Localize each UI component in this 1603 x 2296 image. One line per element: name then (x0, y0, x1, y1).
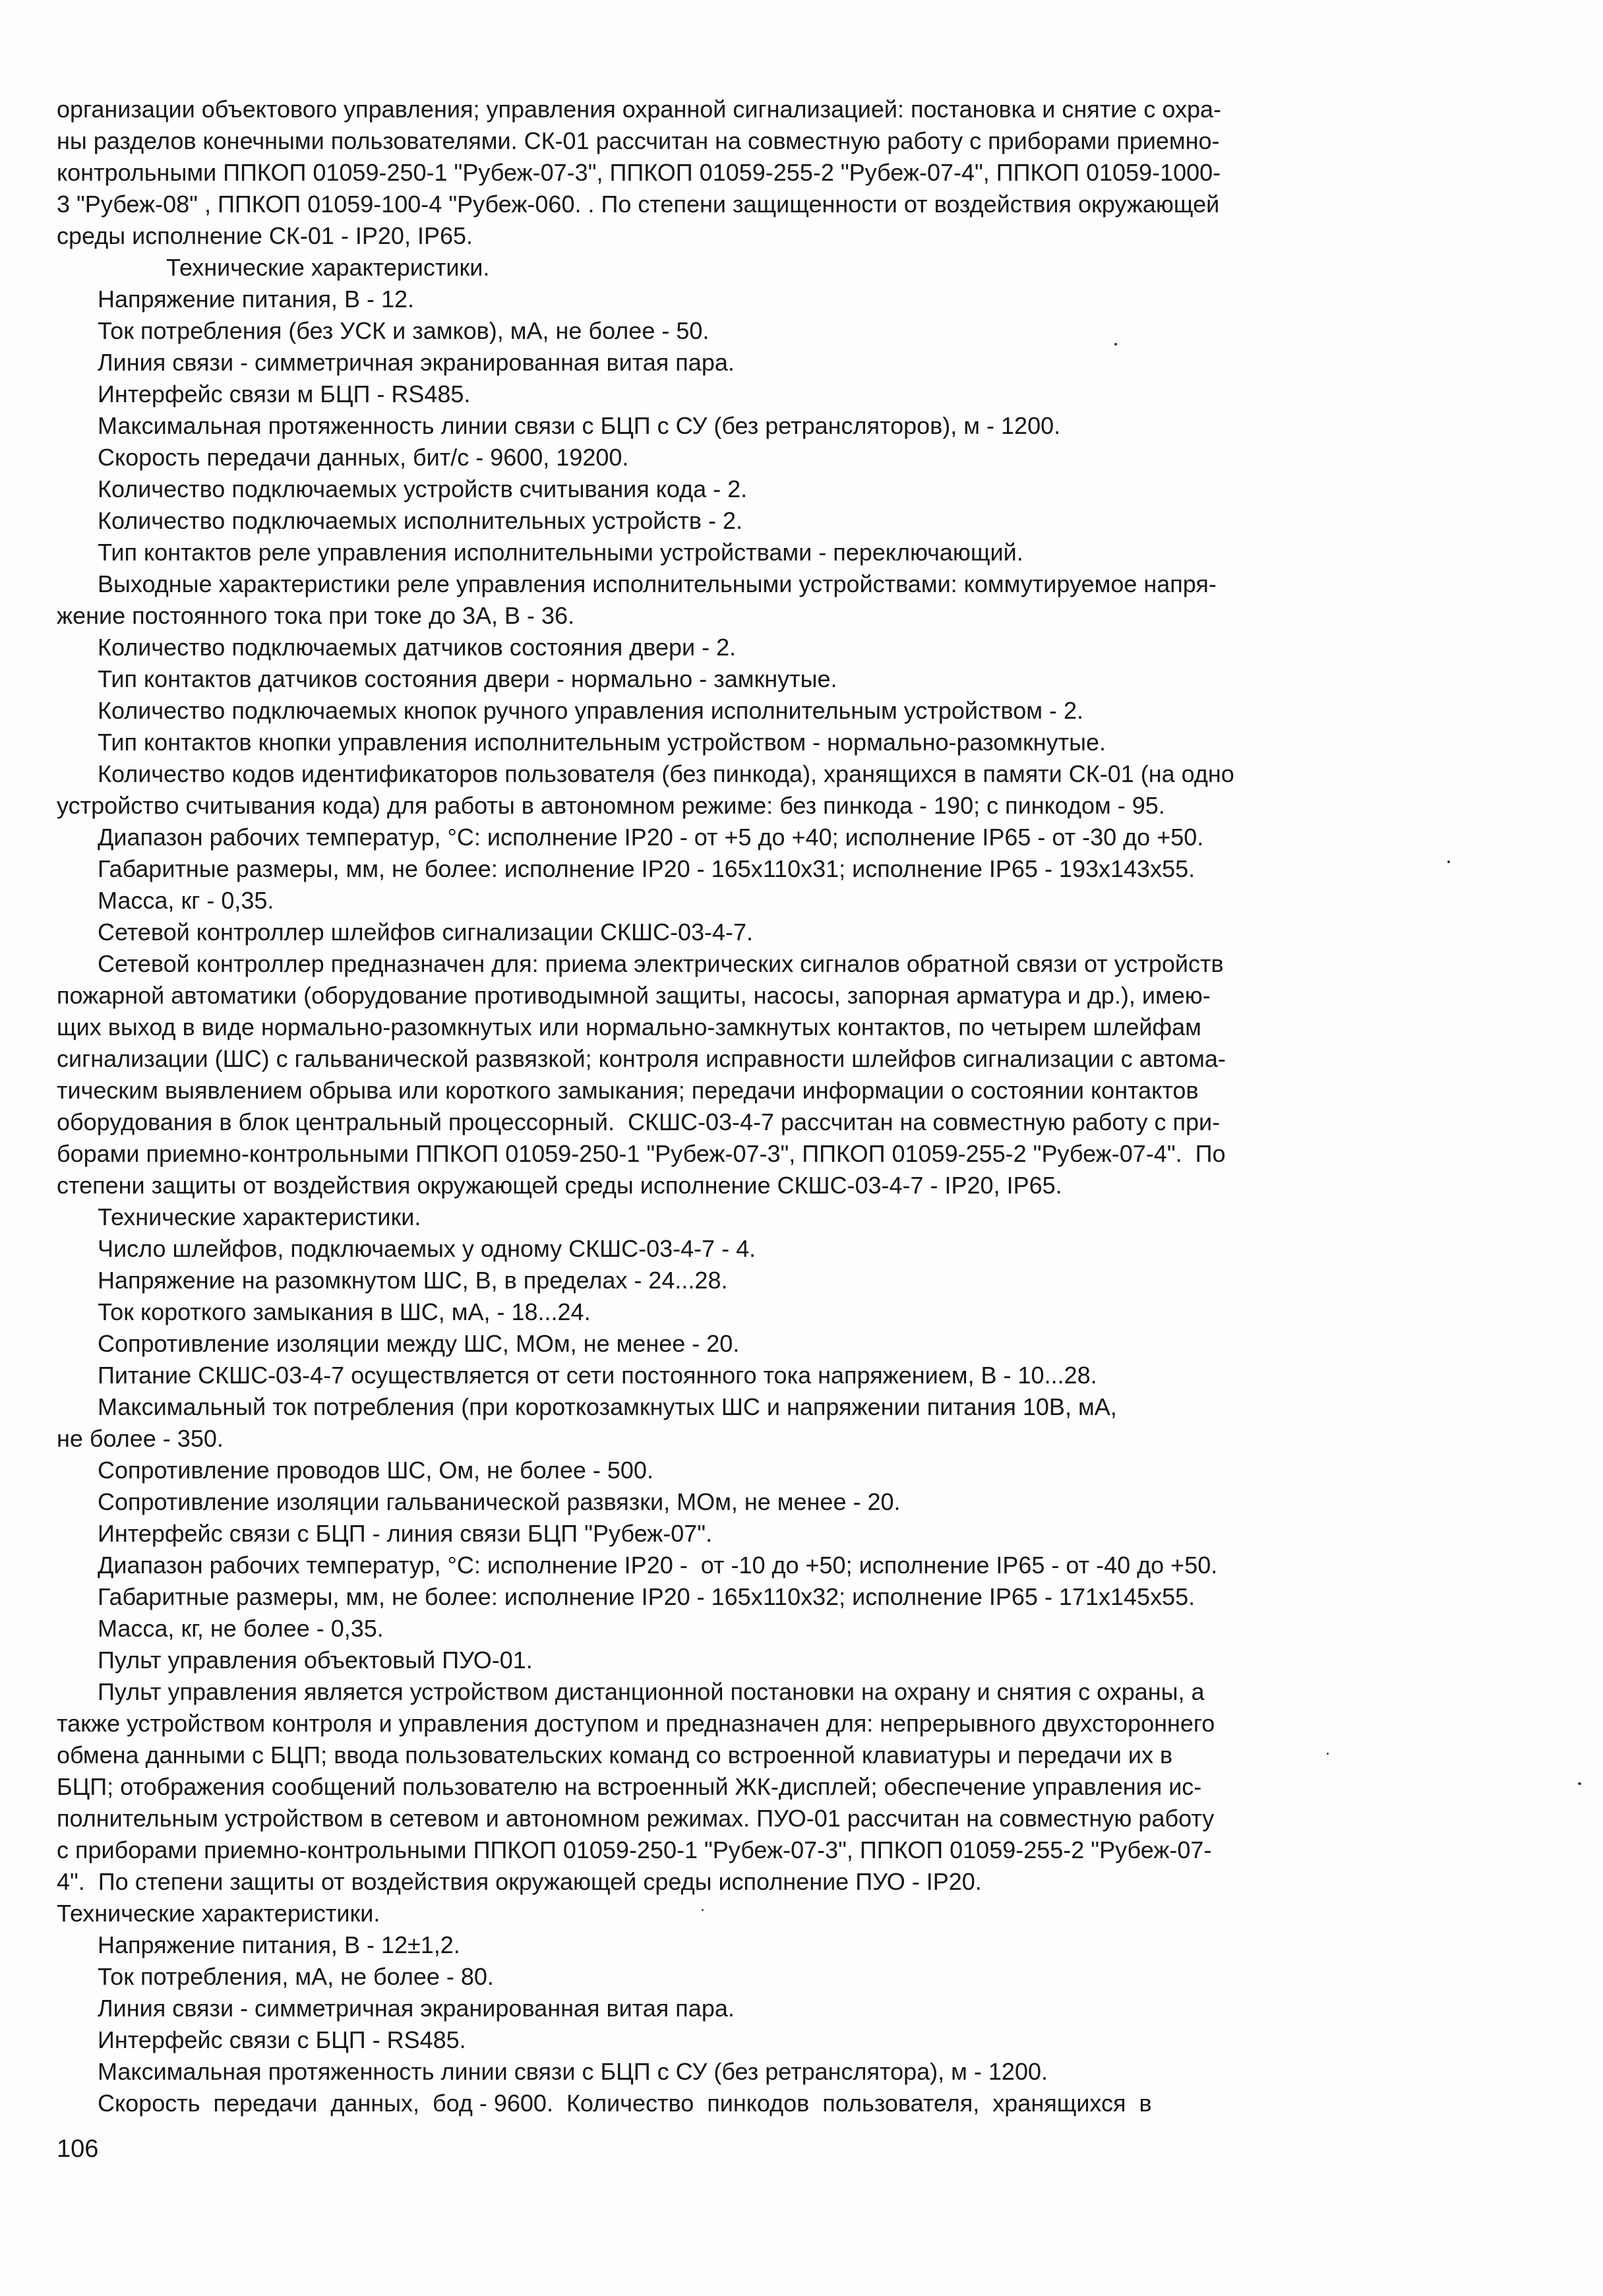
text-line: с приборами приемно-контрольными ППКОП 01059-250-1 "Рубеж-07-3", ППКОП 01059-255-2 "Рубеж-07- (57, 1836, 1212, 1863)
spec-line: Интерфейс связи с БЦП - линия связи БЦП "Рубеж-07". (98, 1520, 713, 1547)
text-line: БЦП; отображения сообщений пользователю на встроенный ЖК-дисплей; обеспечение управления ис- (57, 1773, 1202, 1800)
scan-speck (1578, 1782, 1581, 1785)
spec-line: Ток потребления (без УСК и замков), мА, не более - 50. (98, 317, 710, 344)
scan-speck (1447, 861, 1450, 863)
spec-line: Скорость передачи данных, бит/с - 9600, 19200. (98, 444, 629, 471)
text-line: оборудования в блок центральный процессорный. СКШС-03-4-7 рассчитан на совместную работу с при- (57, 1108, 1221, 1135)
section-heading: Технические характеристики. (57, 1900, 380, 1927)
spec-line-continued: жение постоянного тока при токе до 3А, В - 36. (57, 602, 575, 629)
section-heading: Пульт управления объектовый ПУО-01. (98, 1646, 533, 1674)
spec-line: Напряжение на разомкнутом ШС, В, в пределах - 24...28. (98, 1267, 728, 1294)
scan-speck (1327, 1753, 1329, 1755)
text-line: полнительным устройством в сетевом и автономном режимах. ПУО-01 рассчитан на совместную работу (57, 1805, 1215, 1832)
spec-line: Диапазон рабочих температур, °С: исполнение IP20 - от -10 до +50; исполнение IP65 - от -40 до +50. (98, 1552, 1218, 1579)
spec-line: Максимальная протяженность линии связи с БЦП с СУ (без ретрансляторов), м - 1200. (98, 412, 1061, 439)
text-line: ны разделов конечными пользователями. СК-01 рассчитан на совместную работу с приборами приемно- (57, 127, 1220, 154)
spec-line: Габаритные размеры, мм, не более: исполнение IP20 - 165x110x32; исполнение IP65 - 171x145x55. (98, 1583, 1195, 1610)
spec-line: Сопротивление изоляции между ШС, МОм, не менее - 20. (98, 1330, 740, 1357)
text-line: щих выход в виде нормально-разомкнутых или нормально-замкнутых контактов, по четырем шлейфам (57, 1013, 1201, 1041)
spec-line: Количество подключаемых устройств считывания кода - 2. (98, 475, 748, 502)
spec-line: Сопротивление проводов ШС, Ом, не более - 500. (98, 1457, 653, 1484)
text-line: организации объектового управления; управления охранной сигнализацией: постановка и снятие с охра- (57, 96, 1221, 123)
spec-line: Напряжение питания, В - 12. (98, 286, 414, 313)
spec-line: Интерфейс связи с БЦП - RS485. (98, 2026, 466, 2053)
spec-line: Ток короткого замыкания в ШС, мА, - 18...24. (98, 1298, 591, 1325)
spec-line: Выходные характеристики реле управления исполнительными устройствами: коммутируемое напря- (98, 570, 1217, 597)
text-line: борами приемно-контрольными ППКОП 01059-250-1 "Рубеж-07-3", ППКОП 01059-255-2 "Рубеж-07-4". По (57, 1140, 1226, 1167)
text-line: пожарной автоматики (оборудование противодымной защиты, насосы, запорная арматура и др.), имею- (57, 982, 1211, 1009)
spec-line: Линия связи - симметричная экранированная витая пара. (98, 349, 735, 376)
spec-line: Количество подключаемых датчиков состояния двери - 2. (98, 634, 737, 661)
page-body-text (57, 94, 1435, 2119)
text-line: 3 "Рубеж-08" , ППКОП 01059-100-4 "Рубеж-060. . По степени защищенности от воздействия окружающей (57, 191, 1220, 218)
spec-line: Напряжение питания, В - 12±1,2. (98, 1931, 460, 1958)
section-heading: Технические характеристики. (98, 1203, 421, 1230)
text-line: контрольными ППКОП 01059-250-1 "Рубеж-07-3", ППКОП 01059-255-2 "Рубеж-07-4", ППКОП 01059-1000- (57, 159, 1221, 186)
text-line: Пульт управления является устройством дистанционной постановки на охрану и снятия с охраны, а (98, 1678, 1205, 1705)
spec-line: Питание СКШС-03-4-7 осуществляется от сети постоянного тока напряжением, В - 10...28. (98, 1362, 1097, 1389)
text-line: обмена данными с БЦП; ввода пользовательских команд со встроенной клавиатуры и передачи их в (57, 1741, 1173, 1768)
spec-line: Число шлейфов, подключаемых у одному СКШС-03-4-7 - 4. (98, 1235, 756, 1262)
text-line: сигнализации (ШС) с гальванической развязкой; контроля исправности шлейфов сигнализации с автома- (57, 1045, 1226, 1072)
spec-line: Тип контактов датчиков состояния двери - нормально - замкнутые. (98, 665, 837, 692)
spec-line-continued: устройство считывания кода) для работы в автономном режиме: без пинкода - 190; с пинкодом - 95. (57, 792, 1165, 819)
spec-line: Максимальный ток потребления (при короткозамкнутых ШС и напряжении питания 10В, мА, (98, 1393, 1117, 1420)
spec-line: Максимальная протяженность линии связи с БЦП с СУ (без ретранслятора), м - 1200. (98, 2058, 1048, 2085)
spec-line-continued: не более - 350. (57, 1425, 224, 1452)
spec-line: Диапазон рабочих температур, °С: исполнение IP20 - от +5 до +40; исполнение IP65 - от -30 до +50. (98, 824, 1204, 851)
scan-speck (1114, 343, 1117, 346)
spec-line: Количество подключаемых исполнительных устройств - 2. (98, 507, 742, 534)
text-line: степени защиты от воздействия окружающей среды исполнение СКШС-03-4-7 - IP20, IP65. (57, 1172, 1062, 1199)
spec-line: Количество кодов идентификаторов пользователя (без пинкода), хранящихся в памяти СК-01 (на одно (98, 760, 1234, 787)
spec-line: Линия связи - симметричная экранированная витая пара. (98, 1995, 735, 2022)
scan-speck (702, 1909, 704, 1911)
spec-line: Количество подключаемых кнопок ручного управления исполнительным устройством - 2. (98, 697, 1084, 724)
section-heading: Технические характеристики. (166, 254, 490, 281)
spec-line: Габаритные размеры, мм, не более: исполнение IP20 - 165x110x31; исполнение IP65 - 193x143x55. (98, 855, 1195, 882)
spec-line: Тип контактов реле управления исполнительными устройствами - переключающий. (98, 539, 1023, 566)
text-line: среды исполнение СК-01 - IP20, IP65. (57, 222, 473, 249)
section-heading: Сетевой контроллер шлейфов сигнализации СКШС-03-4-7. (98, 919, 754, 946)
spec-line: Масса, кг, не более - 0,35. (98, 1615, 384, 1642)
spec-line: Интерфейс связи м БЦП - RS485. (98, 380, 471, 408)
spec-line: Масса, кг - 0,35. (98, 887, 274, 914)
text-line: 4". По степени защиты от воздействия окружающей среды исполнение ПУО - IP20. (57, 1868, 982, 1895)
text-line: также устройством контроля и управления доступом и предназначен для: непрерывного двухстороннего (57, 1710, 1215, 1737)
spec-line: Сопротивление изоляции гальванической развязки, МОм, не менее - 20. (98, 1488, 901, 1515)
page-number: 106 (57, 2135, 99, 2163)
spec-line: Тип контактов кнопки управления исполнительным устройством - нормально-разомкнутые. (98, 729, 1106, 756)
spec-line: Скорость передачи данных, бод - 9600. Количество пинкодов пользователя, хранящихся в (98, 2090, 1152, 2117)
text-line: тическим выявлением обрыва или короткого замыкания; передачи информации о состоянии контактов (57, 1077, 1199, 1104)
spec-line: Ток потребления, мА, не более - 80. (98, 1963, 494, 1990)
text-line: Сетевой контроллер предназначен для: приема электрических сигналов обратной связи от устройств (98, 950, 1224, 977)
